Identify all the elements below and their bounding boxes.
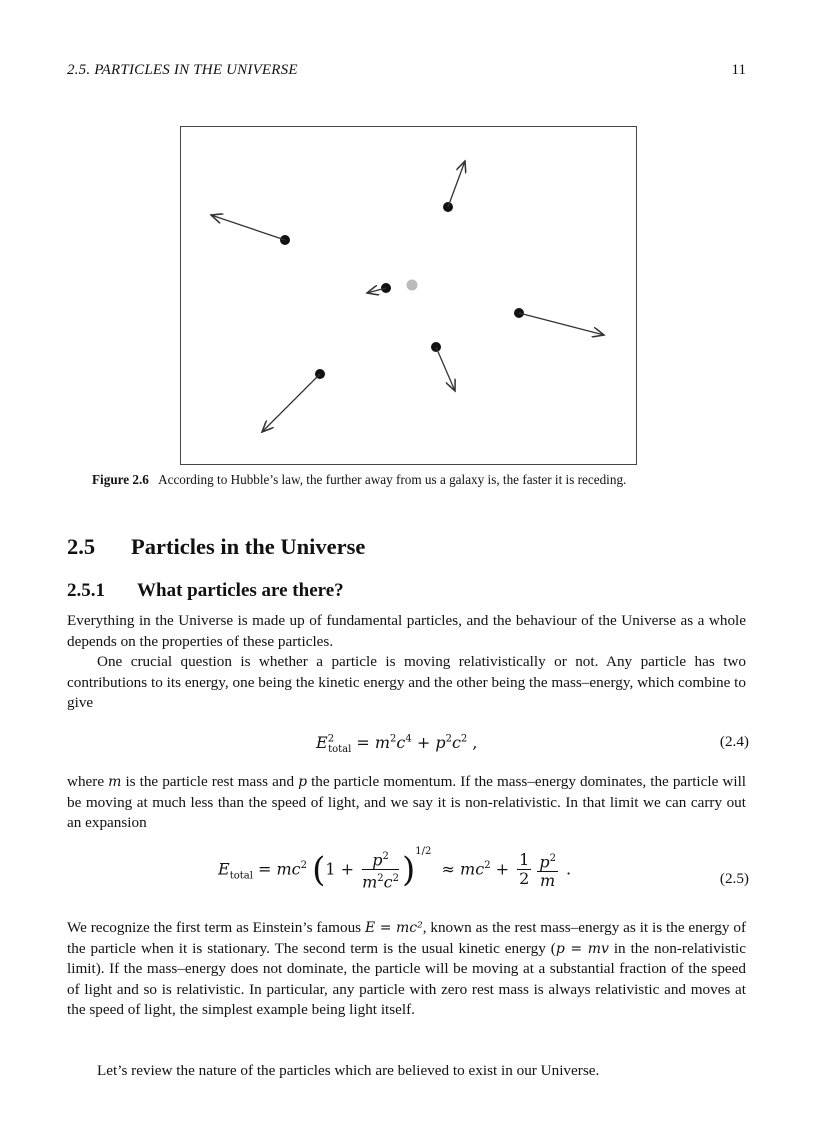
velocity-arrow-lower-left [262,374,320,432]
velocity-arrow-upper-left [211,215,285,240]
subsection-heading [67,580,344,602]
running-header-title: 2.5. PARTICLES IN THE UNIVERSE [67,62,298,78]
paragraph-3-symbol-p: p [298,774,308,790]
paragraph-4 [67,918,746,1021]
velocity-arrow-right [519,313,604,335]
equation-2-5-body: $E_{total} = mc^2$ (1 + $\frac{p^2}{m^2c^2}$ )$^{1/2} \approx mc^2$ + $\frac{1}{2}$ $\frac{p^2}{m}$ . [218,846,572,892]
velocity-arrow-upper-right [448,161,465,207]
paragraph-1: Everything in the Universe is made up of fundamental particles, and the behaviour of the Universe as a whole depends on the properties of these particles. [67,612,746,650]
hubble-diagram-svg [181,127,638,466]
paragraph-3-symbol-m: m [108,774,122,790]
figure-caption [92,471,732,489]
section-heading [67,534,365,560]
velocity-arrow-center-lower [436,347,455,391]
paragraph-3-part-c: the particle momentum. If the mass–energy dominates, the particle will be moving at much less than the speed of light, and we say it is non-relativistic. In that limit we can carry out an expansion [67,773,747,831]
figure-caption-text: According to Hubble’s law, the further away from us a galaxy is, the faster it is receding. [158,472,627,487]
paragraph-4-part-c: in the non-relativistic limit). If the mass–energy does not dominate, the particle will be moving at a substantial fraction of the speed of light and so is relativistic. In particular, any particle with zero rest mass is always relativistic and moves at the speed of light, the simplest example being light itself. [67,939,746,1018]
paragraph-4-part-a: We recognize the first term as Einstein’s famous [67,919,365,936]
figure-caption-label: Figure 2.6 [92,472,149,487]
paragraph-3 [67,772,746,834]
equation-2-5-number: (2.5) [719,870,749,887]
hubble-law-figure [180,126,637,465]
observer-galaxy [407,280,418,291]
equation-2-4-number: (2.4) [719,733,749,750]
section-title: Particles in the Universe [131,534,366,559]
paragraph-3-part-a: where [67,773,109,790]
section-number: 2.5 [67,534,96,559]
equation-2-4 [0,733,816,759]
paragraph-4-einstein-formula: E = mc² [364,920,423,936]
paragraph-4-momentum-formula: p = mv [555,940,609,957]
equation-2-5 [0,846,816,906]
subsection-number: 2.5.1 [67,580,105,601]
paragraph-2: One crucial question is whether a particle is moving relativistically or not. Any particle has two contributions to its energy, one being the kinetic energy and the other being the mass–energy, which combine to give [67,653,746,711]
paragraph-5: Let’s review the nature of the particles which are believed to exist in our Universe. [97,1062,600,1079]
equation-2-4-body: $E^2_{total} = m^2c^4 + p^2c^2$ , [316,733,478,756]
subsection-title: What particles are there? [137,580,344,601]
paragraph-3-part-b: is the particle rest mass and [121,773,299,790]
paragraph-4-part-b: , known as the rest mass–energy as it is the energy of the particle when it is stationary. The second term is the usual kinetic energy ( [67,919,746,957]
page-number: 11 [731,62,746,78]
